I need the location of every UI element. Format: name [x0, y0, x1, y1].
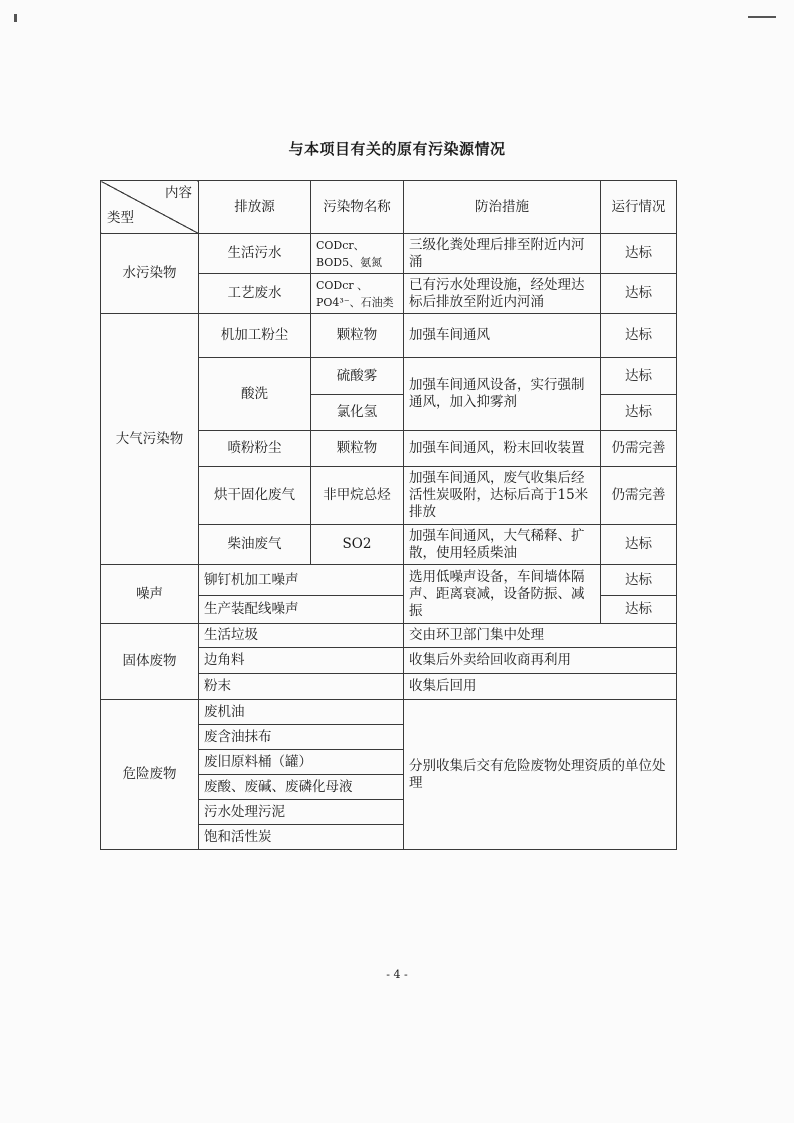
measure-cell: 分别收集后交有危险废物处理资质的单位处理	[404, 700, 677, 850]
hazardous-item: 污水处理污泥	[199, 800, 404, 825]
status-cell: 达标	[601, 314, 677, 358]
hazardous-item: 废含油抹布	[199, 725, 404, 750]
category-noise: 噪声	[101, 565, 199, 624]
source-cell: 烘干固化废气	[199, 467, 311, 525]
pollutant-cell: CODcr 、PO4³⁻、石油类	[311, 274, 404, 314]
measure-cell: 加强车间通风，废气收集后经活性炭吸附，达标后高于15米排放	[404, 467, 601, 525]
hazardous-item: 废旧原料桶（罐）	[199, 750, 404, 775]
measure-cell: 加强车间通风	[404, 314, 601, 358]
source-cell: 生产装配线噪声	[199, 596, 404, 624]
source-cell: 边角料	[199, 648, 404, 674]
header-status: 运行情况	[601, 181, 677, 234]
table-row	[101, 314, 677, 358]
hazardous-item: 废机油	[199, 700, 404, 725]
measure-cell: 三级化粪处理后排至附近内河涌	[404, 234, 601, 274]
scan-corner-mark	[14, 14, 17, 22]
measure-cell: 交由环卫部门集中处理	[404, 624, 677, 648]
header-type: 类型	[107, 210, 134, 226]
status-cell: 仍需完善	[601, 431, 677, 467]
status-cell: 达标	[601, 358, 677, 395]
measure-cell: 已有污水处理设施，经处理达标后排放至附近内河涌	[404, 274, 601, 314]
status-cell: 达标	[601, 395, 677, 431]
hazardous-item: 废酸、废碱、废磷化母液	[199, 775, 404, 800]
source-cell: 酸洗	[199, 358, 311, 431]
hazardous-item: 饱和活性炭	[199, 825, 404, 850]
pollutant-cell: 硫酸雾	[311, 358, 404, 395]
header-content: 内容	[165, 185, 192, 201]
source-cell: 粉末	[199, 674, 404, 700]
status-cell: 达标	[601, 234, 677, 274]
page-number: - 4 -	[386, 968, 408, 981]
table-row	[101, 565, 677, 596]
scan-corner-mark	[748, 16, 776, 18]
header-measures: 防治措施	[404, 181, 601, 234]
category-hazardous: 危险废物	[101, 700, 199, 850]
measure-cell: 加强车间通风，粉末回收装置	[404, 431, 601, 467]
pollutant-cell: 颗粒物	[311, 431, 404, 467]
header-source: 排放源	[199, 181, 311, 234]
pollution-source-table	[100, 180, 677, 850]
measure-cell: 加强车间通风设备，实行强制通风，加入抑雾剂	[404, 358, 601, 431]
source-cell: 喷粉粉尘	[199, 431, 311, 467]
diagonal-header-cell	[101, 181, 199, 234]
page-title: 与本项目有关的原有污染源情况	[288, 140, 506, 158]
measure-cell: 选用低噪声设备，车间墙体隔声、距离衰减，设备防振、减振	[404, 565, 601, 624]
pollutant-cell: 非甲烷总烃	[311, 467, 404, 525]
source-cell: 生活垃圾	[199, 624, 404, 648]
measure-cell: 收集后外卖给回收商再利用	[404, 648, 677, 674]
source-cell: 铆钉机加工噪声	[199, 565, 404, 596]
source-cell: 柴油废气	[199, 525, 311, 565]
table-row	[101, 624, 677, 648]
measure-cell: 加强车间通风，大气稀释、扩散，使用轻质柴油	[404, 525, 601, 565]
source-cell: 机加工粉尘	[199, 314, 311, 358]
source-cell: 生活污水	[199, 234, 311, 274]
category-air: 大气污染物	[101, 314, 199, 565]
status-cell: 达标	[601, 565, 677, 596]
measure-cell: 收集后回用	[404, 674, 677, 700]
status-cell: 达标	[601, 596, 677, 624]
header-pollutant: 污染物名称	[311, 181, 404, 234]
table-row	[101, 234, 677, 274]
status-cell: 达标	[601, 525, 677, 565]
status-cell: 达标	[601, 274, 677, 314]
status-cell: 仍需完善	[601, 467, 677, 525]
category-solid: 固体废物	[101, 624, 199, 700]
pollutant-cell: CODcr、BOD5、氨氮	[311, 234, 404, 274]
category-water: 水污染物	[101, 234, 199, 314]
table-row	[101, 700, 677, 725]
source-cell: 工艺废水	[199, 274, 311, 314]
pollutant-cell: 氯化氢	[311, 395, 404, 431]
pollutant-cell: 颗粒物	[311, 314, 404, 358]
pollutant-cell: SO2	[311, 525, 404, 565]
table-header-row	[101, 181, 677, 234]
